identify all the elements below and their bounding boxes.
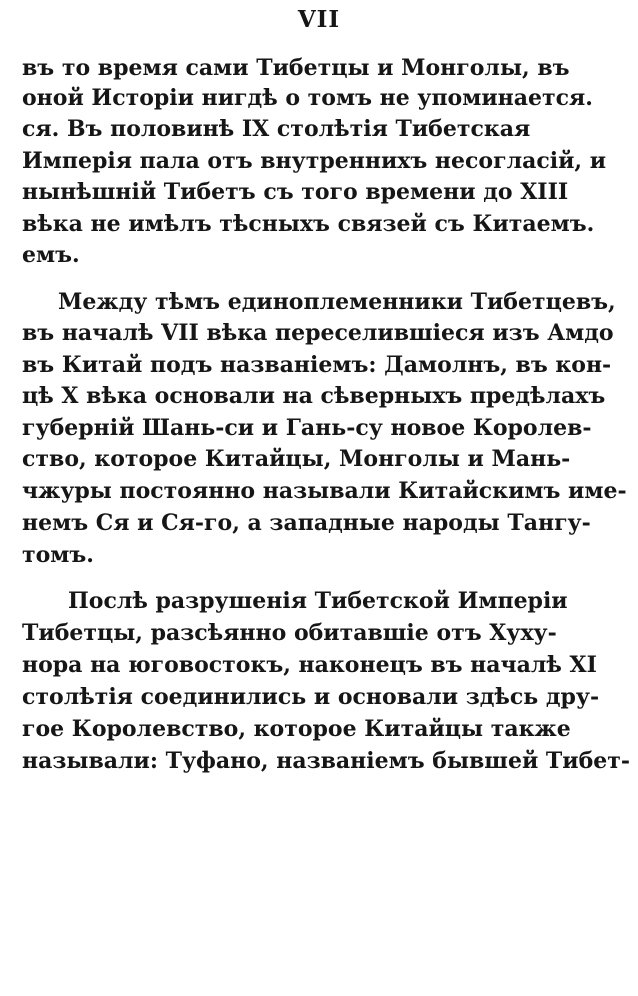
text-line-8: Между тѣмъ единоплеменники Тибетцевъ, xyxy=(58,289,616,315)
page-number: VII xyxy=(297,6,341,33)
text-line-21: гое Королевство, которое Китайцы также xyxy=(22,716,571,742)
text-line-12: губерній Шань-си и Гань-су новое Королев- xyxy=(22,415,592,441)
text-line-2: оной Исторіи нигдѣ о томъ не упоминается. xyxy=(22,85,593,111)
text-line-11: цѣ X вѣка основали на сѣверныхъ предѣлахъ xyxy=(22,383,606,409)
text-line-20: столѣтія соединились и основали здѣсь дру- xyxy=(22,684,600,710)
text-line-19: нора на юговостокъ, наконецъ въ началѣ XI xyxy=(22,652,597,678)
text-line-6: вѣка не имѣлъ тѣсныхъ связей съ Китаемъ. xyxy=(22,211,595,237)
text-line-18: Тибетцы, разсѣянно обитавшіе отъ Хуху- xyxy=(22,620,557,646)
text-line-1: въ то время сами Тибетцы и Монголы, въ xyxy=(22,55,570,81)
text-line-16: томъ. xyxy=(22,542,94,568)
text-line-13: ство, которое Китайцы, Монголы и Мань- xyxy=(22,446,571,472)
text-line-9: въ началѣ VII вѣка переселившіеся изъ Амдо xyxy=(22,320,614,346)
text-line-7: емъ. xyxy=(22,242,80,268)
text-line-15: немъ Ся и Ся-го, а западные народы Тангу- xyxy=(22,510,591,536)
text-line-3: ся. Въ половинѣ IX столѣтія Тибетская xyxy=(22,116,531,142)
text-line-4: Имперія пала отъ внутреннихъ несогласій, и xyxy=(22,148,607,174)
text-line-22: называли: Туфано, названіемъ бывшей Тибет- xyxy=(22,748,631,774)
text-line-17: Послѣ разрушенія Тибетской Имперіи xyxy=(68,588,568,614)
text-line-14: чжуры постоянно называли Китайскимъ име- xyxy=(22,478,627,504)
text-line-10: въ Китай подъ названіемъ: Дамолнъ, въ кон- xyxy=(22,352,612,378)
text-line-5: нынѣшній Тибетъ съ того времени до XIII xyxy=(22,179,569,205)
